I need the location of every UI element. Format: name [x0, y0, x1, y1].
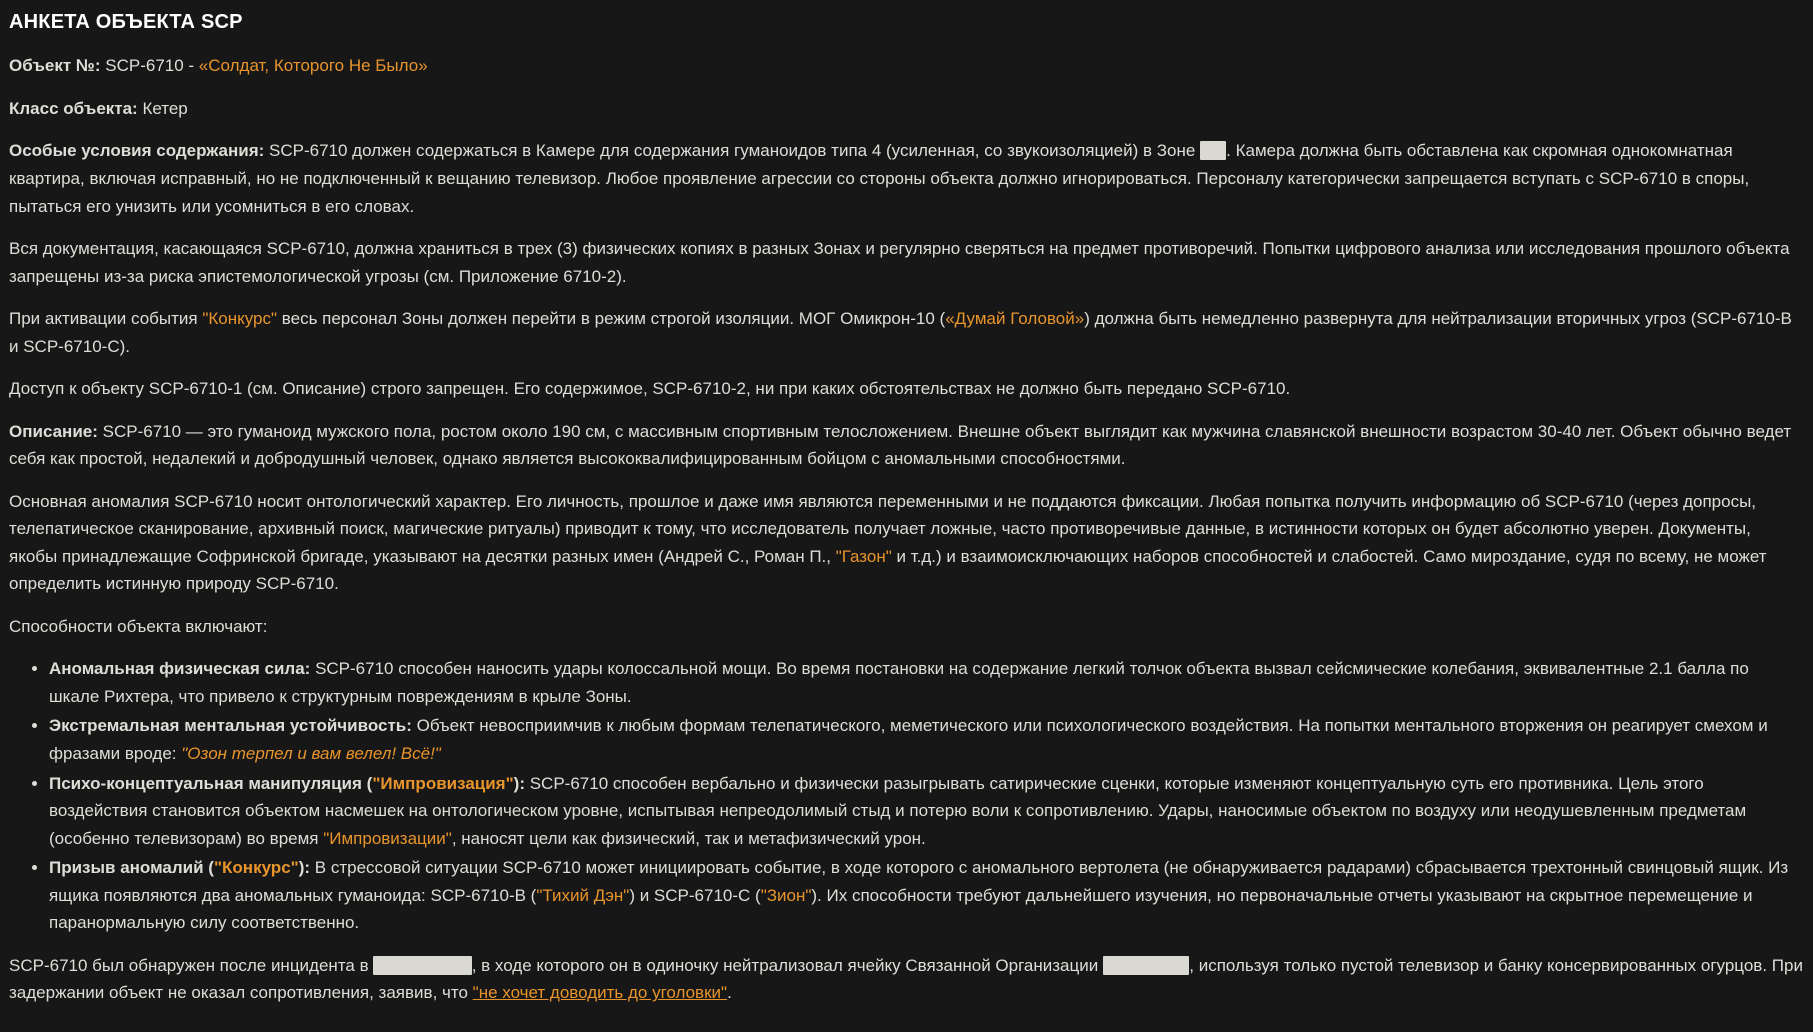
paragraph [9, 137, 1803, 220]
text-segment: ). Их способности требуют дальнейшего изучения, но первоначальные отчеты указывают на скрытное перемещение и паранормальную силу соответственно. [49, 885, 1758, 933]
document-body [9, 52, 1808, 1006]
inline-link[interactable]: "Тихий Дэн" [536, 885, 630, 905]
paragraph [9, 488, 1803, 598]
text-segment: весь персонал Зоны должен перейти в режим строгой изоляции. МОГ Омикрон-10 ( [277, 309, 946, 329]
text-segment: Аномальная физическая сила: [49, 659, 311, 679]
text-segment: Объект №: [9, 56, 101, 76]
inline-link[interactable]: "не хочет доводить до уголовки" [472, 983, 728, 1003]
inline-link[interactable]: "Озон терпел и вам велел! Всё!" [181, 744, 441, 764]
redaction-block [1200, 141, 1226, 160]
paragraph [9, 305, 1803, 360]
inline-link[interactable]: "Газон" [835, 546, 892, 566]
text-segment: Способности объекта включают: [9, 616, 268, 636]
text-segment: Психо-концептуальная манипуляция ( [49, 773, 373, 793]
text-segment: , в ходе которого он в одиночку нейтрализовал ячейку Связанной Организации [471, 955, 1103, 975]
inline-link[interactable]: "Конкурс" [202, 309, 278, 329]
text-segment: ) должна быть немедленно развернута для нейтрализации вторичных угроз (SCP-6710-B и SCP-6710-C). [9, 309, 1797, 356]
paragraph [9, 375, 1803, 403]
paragraph [9, 52, 1803, 80]
text-segment: SCP-6710 был обнаружен после инцидента в [9, 955, 374, 975]
paragraph [9, 95, 1803, 123]
text-segment: Вся документация, касающаяся SCP-6710, должна храниться в трех (3) физических копиях в разных Зонах и регулярно сверяться на предмет противоречий. Попытки цифрового анализа или исследования прошлого объекта запрещены из-за риска эпистемологической угрозы (см. Приложение 6710-2). [9, 239, 1795, 286]
text-segment: При активации события [9, 309, 203, 329]
text-segment: , используя только пустой телевизор и банку консервированных огурцов. При задержании объект не оказал сопротивления, заявив, что [9, 955, 1808, 1003]
inline-link[interactable]: "Конкурс" [213, 858, 299, 878]
redaction-block [373, 956, 471, 975]
text-segment: , наносят цели как физический, так и метафизический урон. [451, 828, 926, 848]
inline-link[interactable]: "Импровизации" [323, 828, 452, 848]
inline-link[interactable]: "Зион" [760, 885, 812, 905]
text-segment: и т.д.) и взаимоисключающих наборов способностей и слабостей. Само мироздание, судя по всему, не может определить истинную природу SCP-6710. [9, 546, 1772, 594]
paragraph [9, 613, 1803, 641]
inline-link[interactable]: «Солдат, Которого Не Было» [198, 56, 428, 76]
text-segment: Доступ к объекту SCP-6710-1 (см. Описание) строго запрещен. Его содержимое, SCP-6710-2, ни при каких обстоятельствах не должно быть передано SCP-6710. [9, 379, 1291, 399]
text-segment: Класс объекта: [9, 98, 138, 118]
text-segment: Описание: [9, 421, 98, 441]
text-segment: Основная аномалия SCP-6710 носит онтологический характер. Его личность, прошлое и даже имя являются переменными и не поддаются фиксации. Любая попытка получить информацию об SCP-6710 (через допросы, телепатическое сканирование, архивный поиск, магические ритуалы) приводит к тому, что исследователь получает ложные, часто противоречивые данные, в истинности которых он будет абсолютно уверен. Документы, якобы принадлежащие Софринской бригаде, указывают на десятки разных имен (Андрей С., Роман П., [9, 491, 1761, 566]
text-segment: . [727, 983, 732, 1003]
text-segment: SCP-6710 должен содержаться в Камере для содержания гуманоидов типа 4 (усиленная, со звукоизоляцией) в Зоне [264, 141, 1201, 161]
paragraph [9, 235, 1803, 290]
list-item [49, 770, 1803, 853]
inline-link[interactable]: «Думай Головой» [945, 309, 1085, 329]
inline-link[interactable]: "Импровизация" [372, 773, 514, 793]
paragraph [9, 418, 1803, 473]
text-segment: ): [513, 773, 525, 793]
text-segment: Кетер [137, 98, 188, 118]
text-segment: ): [298, 858, 311, 878]
text-segment: SCP-6710 способен наносить удары колоссальной мощи. Во время постановки на содержание легкий толчок объекта вызвал сейсмические колебания, эквивалентные 2.1 балла по шкале Рихтера, что привело к структурным повреждениям в крыле Зоны. [49, 659, 1754, 706]
page-title: АНКЕТА ОБЪЕКТА SCP [9, 11, 243, 33]
text-segment: Объект невосприимчив к любым формам телепатического, меметического или психологического воздействия. На попытки ментального вторжения он реагирует смехом и фразами вроде: [49, 716, 1773, 764]
list-item [49, 655, 1803, 710]
text-segment: ) и SCP-6710-C ( [629, 885, 761, 905]
text-segment: SCP-6710 — это гуманоид мужского пола, ростом около 190 см, с массивным спортивным телосложением. Внешне объект выглядит как мужчина славянской внешности возрастом 30-40 лет. Объект обычно ведет себя как простой, недалекий и добродушный человек, однако является высококвалифицированным бойцом с аномальными способностями. [9, 421, 1796, 469]
list-item [49, 854, 1803, 937]
text-segment: Экстремальная ментальная устойчивость: [49, 716, 412, 736]
text-segment: SCP-6710 способен вербально и физически разыгрывать сатирические сценки, которые изменяют концептуальную суть его противника. Цель этого воздействия становится объектом насмешек на онтологическом уровне, испытывая непреодолимый стыд и потерю воли к сопротивлению. Удары, наносимые объектом по воздуху или неодушевленным предметам (особенно телевизорам) во время [49, 773, 1751, 848]
text-segment: Особые условия содержания: [9, 141, 265, 161]
redaction-block [1103, 956, 1189, 975]
text-segment: . Камера должна быть обставлена как скромная однокомнатная квартира, включая исправный, но не подключенный к вещанию телевизор. Любое проявление агрессии со стороны объекта должно игнорироваться. Персоналу категорически запрещается вступать с SCP-6710 в споры, пытаться его унизить или усомниться в его словах. [9, 141, 1754, 216]
text-segment: Призыв аномалий ( [49, 858, 214, 878]
paragraph [9, 952, 1808, 1007]
text-segment: В стрессовой ситуации SCP-6710 может инициировать событие, в ходе которого с аномального вертолета (не обнаруживается радарами) сбрасывается трехтонный свинцовый ящик. Из ящика появляются два аномальных гуманоида: SCP-6710-B ( [49, 858, 1793, 905]
list-item [49, 712, 1803, 767]
text-segment: SCP-6710 - [100, 56, 199, 76]
abilities-list [9, 655, 1803, 936]
